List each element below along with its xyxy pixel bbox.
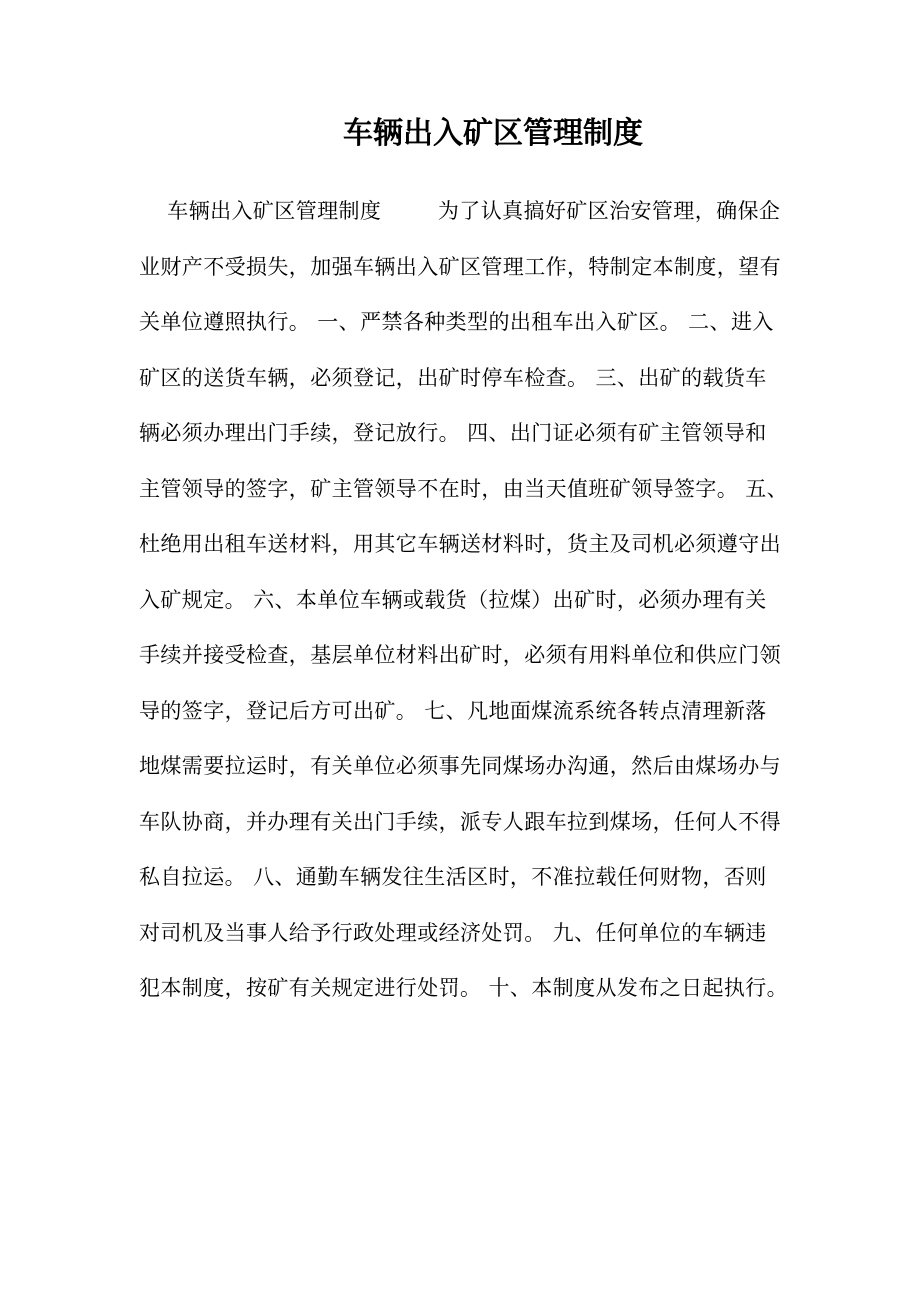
body-line: 私自拉运。 八、通勤车辆发往生活区时，不准拉载任何财物，否则 [139,865,767,889]
body-line: 车辆出入矿区管理制度 为了认真搞好矿区治安管理，确保企 [139,199,781,223]
document-body [139,193,799,1026]
body-line: 辆必须办理出门手续，登记放行。 四、出门证必须有矿主管领导和 [139,421,767,445]
body-line: 犯本制度，按矿有关规定进行处罚。 十、本制度从发布之日起执行。 [139,976,789,1000]
body-line: 业财产不受损失，加强车辆出入矿区管理工作，特制定本制度，望有 [139,254,781,279]
body-line: 入矿规定。 六、本单位车辆或载货（拉煤）出矿时，必须办理有关 [139,587,767,612]
body-line: 车队协商，并办理有关出门手续，派专人跟车拉到煤场，任何人不得 [139,809,781,834]
body-line: 矿区的送货车辆，必须登记，出矿时停车检查。 三、出矿的载货车 [139,365,767,390]
body-line: 对司机及当事人给予行政处理或经济处罚。 九、任何单位的车辆违 [139,920,767,945]
document-title: 车辆出入矿区管理制度 [343,116,643,151]
body-line: 关单位遵照执行。 一、严禁各种类型的出租车出入矿区。 二、进入 [139,310,774,334]
body-line: 主管领导的签字，矿主管领导不在时，由当天值班矿领导签字。 五、 [139,476,789,501]
body-line: 手续并接受检查，基层单位材料出矿时，必须有用料单位和供应门领 [139,643,781,667]
body-line: 地煤需要拉运时，有关单位必须事先同煤场办沟通，然后由煤场办与 [139,754,781,778]
body-line: 导的签字，登记后方可出矿。 七、凡地面煤流系统各转点清理新落 [139,698,767,723]
body-line: 杜绝用出租车送材料，用其它车辆送材料时，货主及司机必须遵守出 [139,532,781,556]
